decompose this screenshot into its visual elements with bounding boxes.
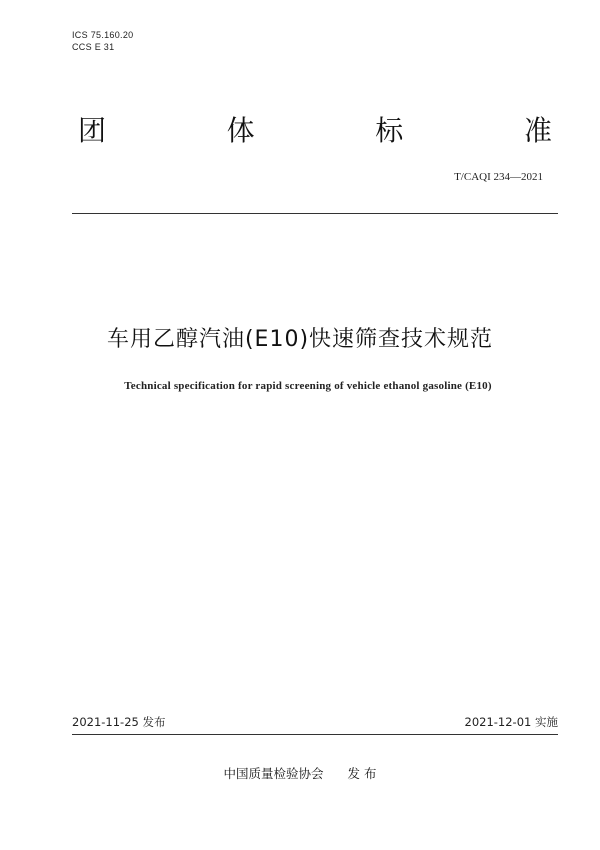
ccs-code: CCS E 31: [72, 42, 115, 52]
standard-type-char: 准: [523, 114, 552, 147]
bottom-divider: [72, 734, 558, 735]
standard-type-char: 体: [226, 114, 255, 147]
standard-number: T/CAQI 234—2021: [454, 171, 543, 183]
standard-type-heading: [72, 114, 558, 148]
publication-date: 2021-11-25 发布: [72, 715, 166, 729]
standard-type-char: 标: [375, 114, 404, 147]
chinese-title: 车用乙醇汽油(E10)快速筛查技术规范: [106, 327, 494, 352]
english-title: Technical specification for rapid screening of vehicle ethanol gasoline (E10): [124, 380, 492, 392]
publisher-organization: 中国质量检验协会: [223, 766, 324, 781]
standard-type-char: 团: [77, 114, 106, 147]
implementation-date: 2021-12-01 实施: [464, 715, 558, 729]
publisher-line: [0, 764, 600, 782]
ics-code: ICS 75.160.20: [72, 30, 134, 40]
top-divider: [72, 213, 558, 214]
classification-codes: [72, 29, 133, 53]
publisher-action: 发 布: [347, 766, 377, 781]
